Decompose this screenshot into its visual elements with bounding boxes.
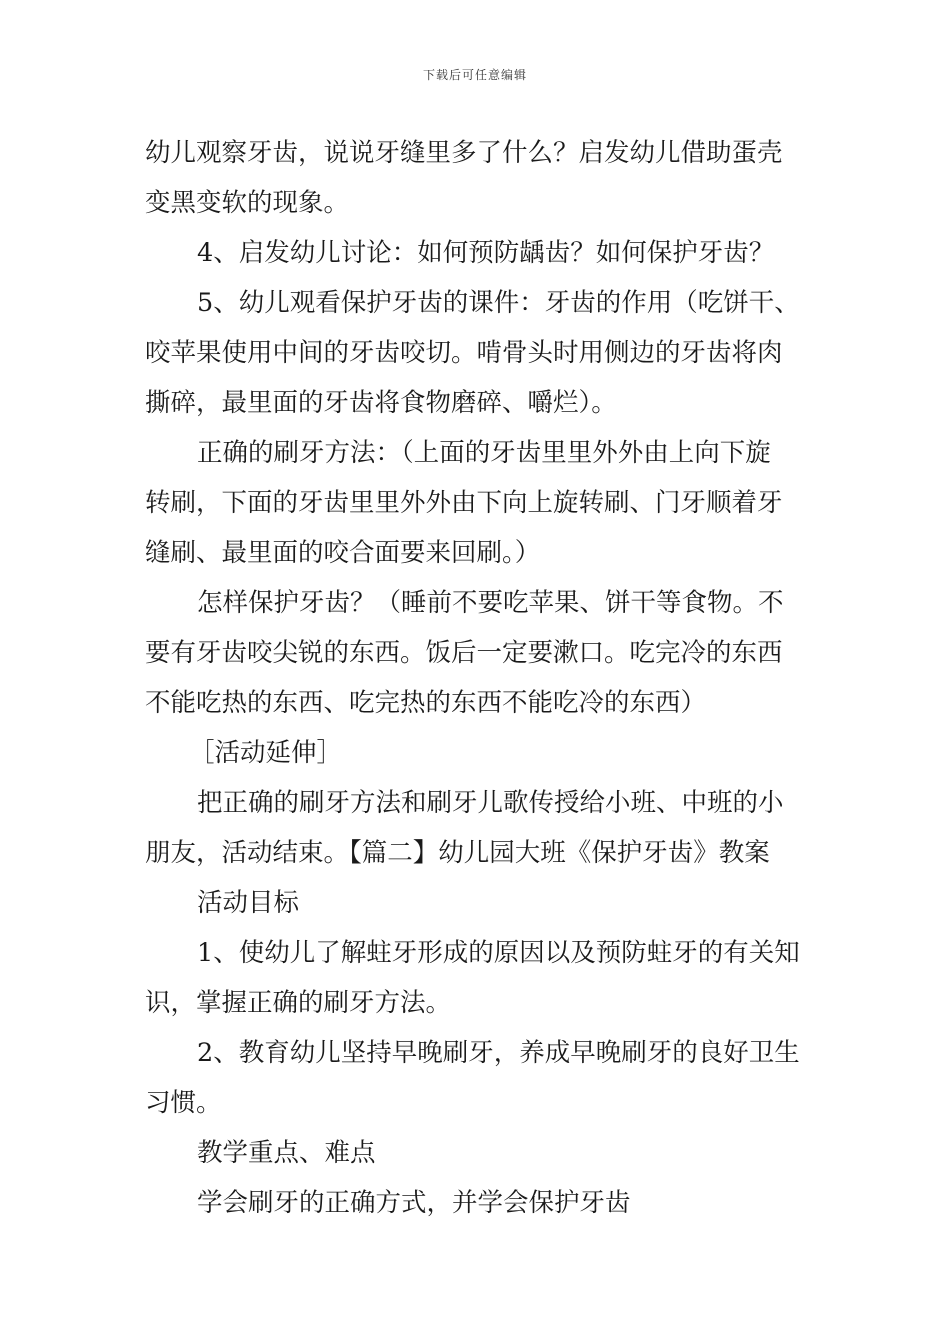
text-line: 习惯。 [145, 1088, 222, 1118]
text-line: 2、教育幼儿坚持早晚刷牙，养成早晚刷牙的良好卫生 [197, 1038, 800, 1068]
text-line: 变黑变软的现象。 [145, 188, 350, 218]
text-line: 学会刷牙的正确方式，并学会保护牙齿 [197, 1188, 631, 1218]
text-line: 咬苹果使用中间的牙齿咬切。啃骨头时用侧边的牙齿将肉 [145, 338, 783, 368]
section-heading: 活动目标 [197, 888, 300, 918]
section-heading: 教学重点、难点 [197, 1138, 376, 1168]
text-line: 幼儿观察牙齿，说说牙缝里多了什么？启发幼儿借助蛋壳 [145, 138, 783, 168]
text-line: 缝刷、最里面的咬合面要来回刷。） [145, 538, 541, 568]
text-line: 正确的刷牙方法：（上面的牙齿里里外外由上向下旋 [197, 438, 771, 468]
section-heading: ［活动延伸］ [189, 738, 343, 768]
text-line: 识，掌握正确的刷牙方法。 [145, 988, 452, 1018]
text-line: 朋友，活动结束。【篇二】幼儿园大班《保护牙齿》教案 [145, 838, 770, 868]
text-line: 4、启发幼儿讨论：如何预防龋齿？如何保护牙齿？ [197, 238, 775, 268]
text-line: 要有牙齿咬尖锐的东西。饭后一定要漱口。吃完冷的东西 [145, 638, 783, 668]
text-line: 5、幼儿观看保护牙齿的课件：牙齿的作用（吃饼干、 [197, 288, 800, 318]
text-line: 怎样保护牙齿？（睡前不要吃苹果、饼干等食物。不 [197, 588, 784, 618]
text-line: 不能吃热的东西、吃完热的东西不能吃冷的东西） [145, 688, 707, 718]
text-line: 把正确的刷牙方法和刷牙儿歌传授给小班、中班的小 [197, 788, 784, 818]
text-line: 撕碎，最里面的牙齿将食物磨碎、嚼烂）。 [145, 388, 617, 418]
text-line: 1、使幼儿了解蛀牙形成的原因以及预防蛀牙的有关知 [197, 938, 800, 968]
text-line: 转刷，下面的牙齿里里外外由下向上旋转刷、门牙顺着牙 [145, 488, 783, 518]
page-header-note: 下载后可任意编辑 [422, 68, 527, 82]
document-body [145, 128, 810, 1228]
